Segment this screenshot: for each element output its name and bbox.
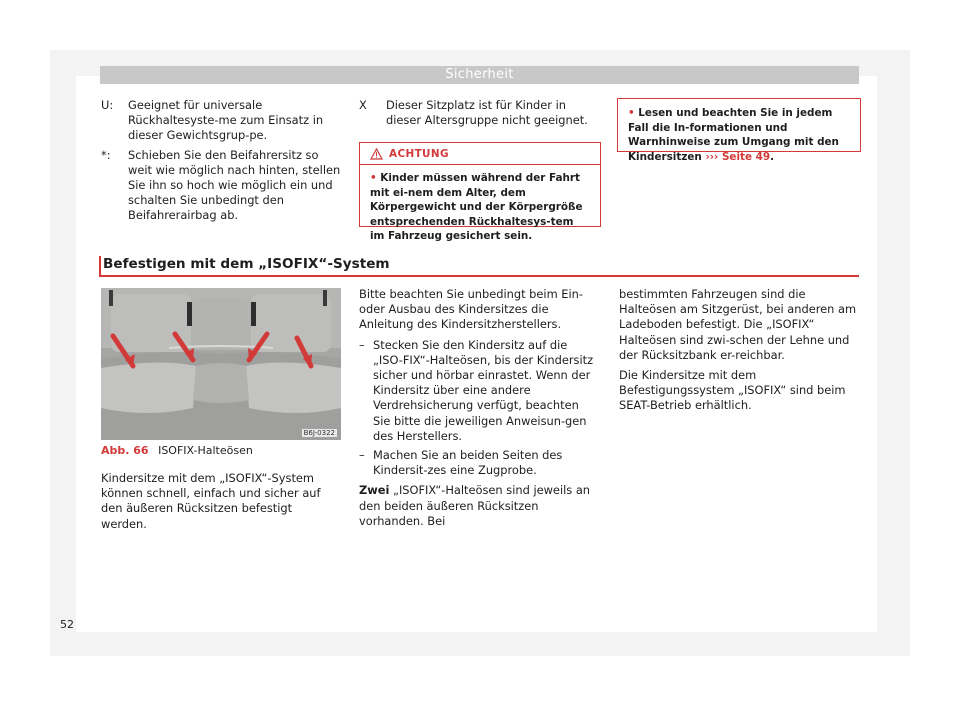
list-item xyxy=(359,448,599,478)
body-right-paragraph-2: Die Kindersitze mit dem Befestigungssystem „ISOFIX“ sind beim SEAT-Betrieb erhältlich. xyxy=(619,368,846,413)
warning-label: ACHTUNG xyxy=(389,147,449,160)
body-middle xyxy=(359,287,599,534)
definition-text: Dieser Sitzplatz ist für Kinder in dieser Altersgruppe nicht geeignet. xyxy=(386,98,588,128)
zwei-bold: Zwei xyxy=(359,483,390,498)
note-ref-link[interactable]: Seite 49 xyxy=(721,150,771,163)
body-left-paragraph: Kindersitze mit dem „ISOFIX“-System können schnell, einfach und sicher auf den äußeren Rücksitzen befestigt werden. xyxy=(101,471,321,531)
figure-caption-text: ISOFIX-Halteösen xyxy=(158,444,253,457)
list-item-text: Stecken Sie den Kindersitz auf die „ISO-FIX“-Halteösen, bis der Kindersitz sicher und hörbar einrastet. Wenn der Kindersitz über eine andere Verdrehsicherung verfügt, beachten Sie bitte die jeweiligen Anweisun-gen des Herstellers. xyxy=(373,337,594,443)
list-item xyxy=(359,338,599,444)
warning-text: Kinder müssen während der Fahrt mit ei-nem dem Alter, dem Körpergewicht und der Körpergröße entsprechenden Rückhaltesys-tem im Fahrzeug gesichert sein. xyxy=(370,172,583,242)
zwei-paragraph xyxy=(359,483,599,529)
note-ref-end: . xyxy=(770,150,775,163)
warning-body xyxy=(360,165,600,250)
definition-list-x xyxy=(359,98,599,132)
body-right-paragraph-1: bestimmten Fahrzeugen sind die Halteösen am Sitzgerüst, bei anderen am Ladeboden befestigt. Die „ISOFIX“ Halteösen sind zwi-schen der Lehne und der Rücksitzbank er-reichbar. xyxy=(619,287,857,362)
list-item-text: Machen Sie an beiden Seiten des Kindersit-zes eine Zugprobe. xyxy=(373,448,563,478)
definition-key: X xyxy=(359,98,367,112)
definition-key: *: xyxy=(101,147,111,162)
definition-key: U: xyxy=(101,98,114,112)
definition-row xyxy=(101,98,341,144)
note-box xyxy=(617,98,861,163)
warning-triangle-icon xyxy=(370,148,383,160)
dash-marker: – xyxy=(359,448,365,463)
definition-row xyxy=(101,148,341,224)
section-divider xyxy=(99,275,859,277)
figure-caption-number: Abb. 66 xyxy=(101,444,149,457)
warning-header xyxy=(360,143,600,165)
section-marker xyxy=(99,256,101,277)
page-number: 52 xyxy=(60,618,74,631)
note-text: Lesen und beachten Sie in jedem Fall die In-formationen und Warnhinweise zum Umgang mit den Kindersitzen xyxy=(628,107,839,163)
section-title: Befestigen mit dem „ISOFIX“-System xyxy=(103,256,390,272)
definition-row xyxy=(359,98,599,128)
figure-caption xyxy=(101,444,253,457)
isofix-figure xyxy=(101,288,341,440)
instruction-list xyxy=(359,338,599,479)
definition-list xyxy=(101,98,341,228)
body-right xyxy=(619,287,859,419)
note-ref-arrow: ››› xyxy=(705,150,719,163)
warning-bullet: • xyxy=(370,172,377,184)
seat-illustration xyxy=(101,288,341,440)
note-bullet: • xyxy=(628,107,635,119)
warning-box xyxy=(359,142,601,242)
note-body xyxy=(618,99,860,170)
section-header: Sicherheit xyxy=(100,66,859,84)
definition-text: Schieben Sie den Beifahrersitz so weit wie möglich nach hinten, stellen Sie ihn so hoch wie möglich ein und schalten Sie unbedingt den Beifahrerairbag ab. xyxy=(128,147,341,223)
zwei-text: „ISOFIX“-Halteösen sind jeweils an den beiden äußeren Rücksitzen vorhanden. Bei xyxy=(359,483,591,528)
definition-text: Geeignet für universale Rückhaltesyste-me zum Einsatz in dieser Gewichtsgrup-pe. xyxy=(128,98,324,143)
dash-marker: – xyxy=(359,337,365,352)
figure-code: B6J-0322 xyxy=(303,429,335,437)
intro-paragraph: Bitte beachten Sie unbedingt beim Ein- oder Ausbau des Kindersitzes die Anleitung des Kindersitzherstellers. xyxy=(359,287,583,332)
